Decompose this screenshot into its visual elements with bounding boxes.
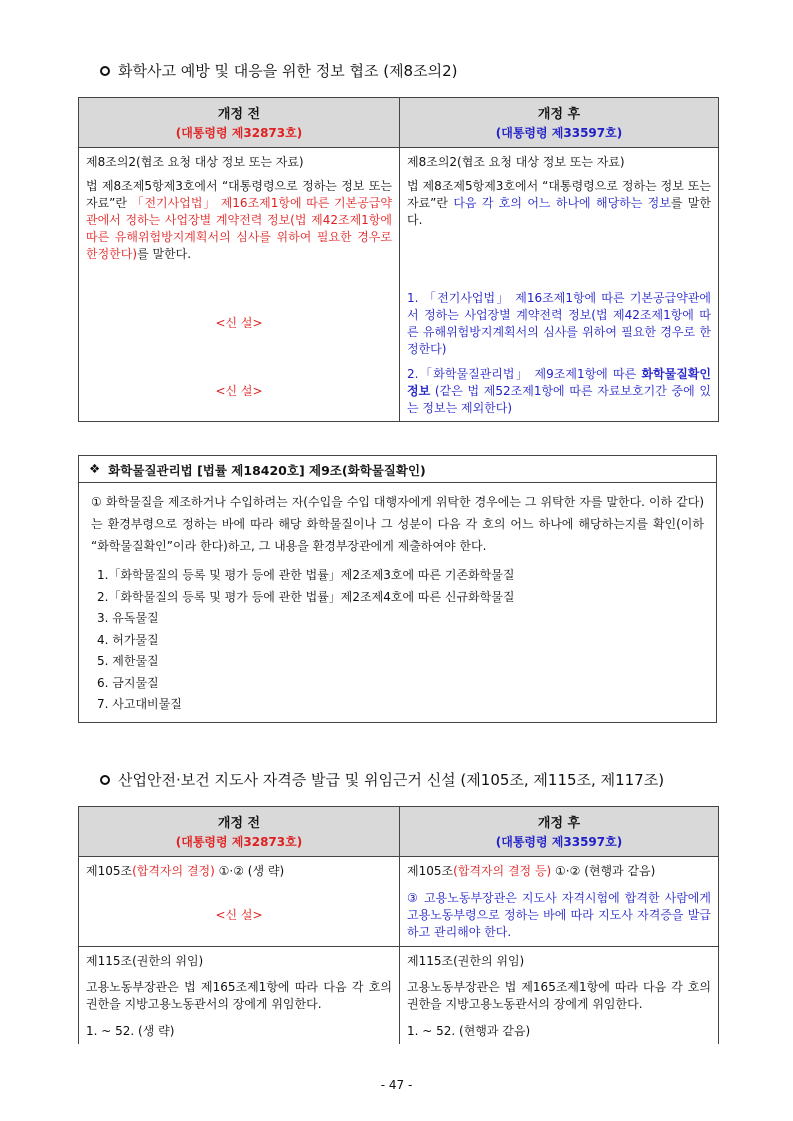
law-reference-box <box>78 455 717 723</box>
table-row <box>79 1017 719 1044</box>
table-row <box>79 885 719 947</box>
header-before: 개정 전 (대통령령 제32873호) <box>79 98 400 148</box>
table-header-row <box>79 807 719 857</box>
paragraph-3-after: ③ 고용노동부장관은 지도사 자격시험에 합격한 사람에게 고용노동부령으로 정하는 바에 따라 지도사 자격증을 발급하고 관리해야 한다. <box>400 885 719 947</box>
items-after: 1. ~ 52. (현행과 같음) <box>400 1017 719 1044</box>
comparison-table-2 <box>78 806 719 1044</box>
article-body-after: 법 제8조제5항제3호에서 “대통령령으로 정하는 정보 또는 자료”란 다음 각 호의 어느 하나에 해당하는 정보를 말한다. <box>400 176 719 286</box>
decree-number-after: (대통령령 제33597호) <box>495 126 623 140</box>
list-item-1: 1. 「전기사업법」 제16조제1항에 따른 기본공급약관에서 정하는 사업장별 계약전력 정보(법 제42조제1항에 따른 유해위험방지계획서의 심사를 위하여 필요한 경우로 한정한다) <box>400 286 719 362</box>
article-115-body-before: 고용노동부장관은 법 제165조제1항에 따라 다음 각 호의 권한을 지방고용노동관서의 장에게 위임한다. <box>79 975 400 1017</box>
new-placeholder: <신 설> <box>79 885 400 947</box>
law-item-list <box>79 557 716 716</box>
law-title-text: 화학물질관리법 [법률 제18420호] 제9조(화학물질확인) <box>108 463 426 478</box>
header-after: 개정 후 (대통령령 제33597호) <box>400 98 719 148</box>
article-105-after: 제105조(합격자의 결정 등) ①·② (현행과 같음) <box>400 857 719 885</box>
table-row <box>79 947 719 975</box>
decree-number-after: (대통령령 제33597호) <box>495 835 623 849</box>
article-body-before: 법 제8조제5항제3호에서 “대통령령으로 정하는 정보 또는 자료”란 「전기사업법」 제16조제1항에 따른 기본공급약관에서 정하는 사업장별 계약전력 정보(법 제42조제1항에 따른 유해위험방지계획서의 심사를 위하여 필요한 경우로 한정한다)를 말한다. <box>79 176 400 286</box>
article-115-before: 제115조(권한의 위임) <box>79 947 400 975</box>
items-before: 1. ~ 52. (생 략) <box>79 1017 400 1044</box>
table-header-row <box>79 98 719 148</box>
new-placeholder: <신 설> <box>79 362 400 422</box>
decree-number-before: (대통령령 제32873호) <box>175 835 303 849</box>
table-row <box>79 975 719 1017</box>
section-heading-2 <box>100 769 664 790</box>
law-paragraph: ① 화학물질을 제조하거나 수입하려는 자(수입을 수입 대행자에게 위탁한 경우에는 그 위탁한 자를 말한다. 이하 같다)는 환경부령으로 정하는 바에 따라 해당 화학물질이나 그 성분이 다음 각 호의 어느 하나에 해당하는지를 확인(이하 “화학물질확인”이라 한다)하고, 그 내용을 환경부장관에게 제출하여야 한다. <box>91 495 704 553</box>
article-115-body-after: 고용노동부장관은 법 제165조제1항에 따라 다음 각 호의 권한을 지방고용노동관서의 장에게 위임한다. <box>400 975 719 1017</box>
diamond-bullet-icon: ❖ <box>89 461 101 476</box>
circle-bullet-icon <box>100 775 110 785</box>
list-item: 1.「화학물질의 등록 및 평가 등에 관한 법률」제2조제3호에 따른 기존화학물질 <box>97 568 515 582</box>
table-row <box>79 148 719 176</box>
header-after: 개정 후 (대통령령 제33597호) <box>400 807 719 857</box>
law-box-title <box>79 456 716 483</box>
list-item: 4. 허가물질 <box>97 632 159 647</box>
section-title: 산업안전·보건 지도사 자격증 발급 및 위임근거 신설 (제105조, 제115조, 제117조) <box>118 771 665 789</box>
list-item: 3. 유독물질 <box>97 611 159 625</box>
header-before: 개정 전 (대통령령 제32873호) <box>79 807 400 857</box>
table-row <box>79 857 719 885</box>
list-item: 5. 제한물질 <box>97 654 159 668</box>
page-number: - 47 - <box>380 1078 413 1092</box>
circle-bullet-icon <box>100 66 110 76</box>
table-row <box>79 286 719 362</box>
list-item: 2.「화학물질의 등록 및 평가 등에 관한 법률」제2조제4호에 따른 신규화학물질 <box>97 589 515 604</box>
table-row <box>79 176 719 286</box>
article-title-before: 제8조의2(협조 요청 대상 정보 또는 자료) <box>79 148 400 176</box>
list-item: 7. 사고대비물질 <box>97 697 182 711</box>
section-heading-1 <box>100 60 457 81</box>
new-placeholder: <신 설> <box>79 286 400 362</box>
list-item-2: 2.「화학물질관리법」 제9조제1항에 따른 화학물질확인정보 (같은 법 제52조제1항에 따른 자료보호기간 중에 있는 정보는 제외한다) <box>400 362 719 422</box>
table-row <box>79 362 719 422</box>
comparison-table-1 <box>78 97 719 422</box>
list-item: 6. 금지물질 <box>97 675 159 690</box>
article-title-after: 제8조의2(협조 요청 대상 정보 또는 자료) <box>400 148 719 176</box>
article-115-after: 제115조(권한의 위임) <box>400 947 719 975</box>
article-105-before: 제105조(합격자의 결정) ①·② (생 략) <box>79 857 400 885</box>
decree-number-before: (대통령령 제32873호) <box>175 126 303 140</box>
section-title: 화학사고 예방 및 대응을 위한 정보 협조 (제8조의2) <box>118 62 458 80</box>
